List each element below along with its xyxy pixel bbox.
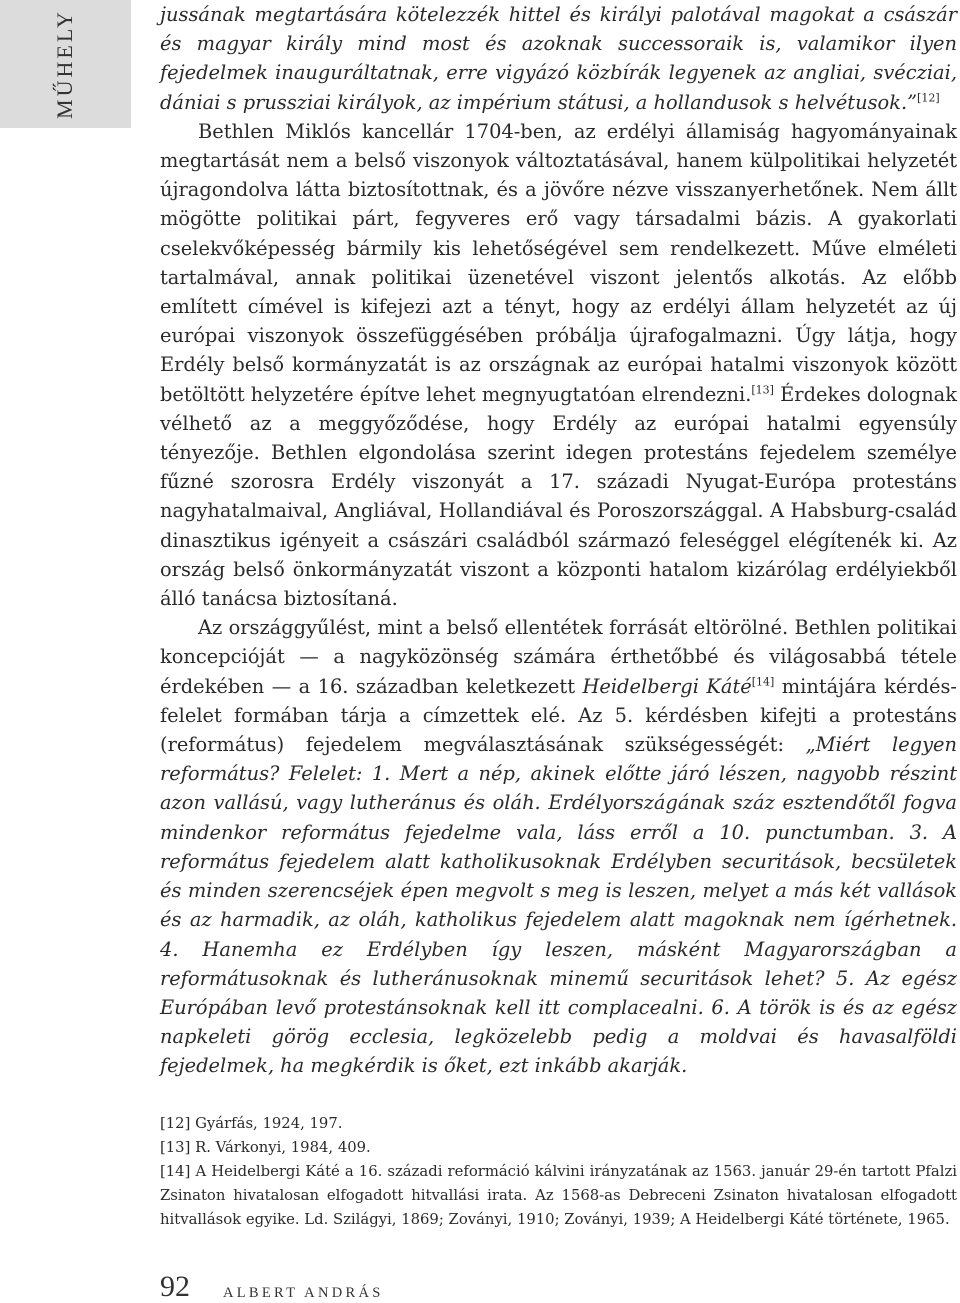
main-text bbox=[160, 0, 957, 1081]
catechism-quote: „Miért legyen református? Felelet: 1. Mert a nép, akinek előtte járó lészen, nagyobb részint azon vallású, vagy lutheránus és oláh. Erdélyországának száz esztendőtől fogva mindenkor református fejedelme vala, láss erről a 10. punctumban. 3. A református fejedelem alatt katholikusoknak Erdélyben securitások, becsületek és minden szerencséjek épen megvolt s meg is leszen, melyet a más két vallások és az harmadik, az oláh, katholikus fejedelem alatt magoknak nem ígérhetnek. 4. Hanemha ez Erdélyben így leszen, másként Magyarországban a reformátusoknak és lutheránusoknak minemű securitások lehet? 5. Az egész Európában levő protestánsoknak kell itt complacealni. 6. A török is és az egész napkeleti görög ecclesia, legközelebb pedig a moldvai és havasalföldi fejedelmek, ha megkérdik is őket, ezt inkább akarják. bbox=[160, 733, 957, 1078]
quote-continuation bbox=[160, 0, 957, 117]
page-number: 92 bbox=[160, 1270, 190, 1303]
quote-close-mark: ” bbox=[907, 90, 918, 114]
quote-text: jussának megtartására kötelezzék hittel és királyi palotával magokat a császár és magyar király mind most és azoknak successoraik is, valamikor ilyen fejedelmek inauguráltatnak, erre vigyázó közbírák legyenek az angliai, svécziai, dániai s prussziai királyok, az impérium státusi, a hollandusok s helvétusok. bbox=[160, 3, 957, 114]
footnote-ref-14[interactable]: [14] bbox=[751, 675, 775, 689]
section-tab-label: MŰHELY bbox=[52, 9, 77, 119]
work-title: Heidelbergi Káté bbox=[582, 674, 752, 698]
paragraph-1-b: Érdekes dolognak vélhető az a meggyőződése, hogy Erdély az európai hatalmi egyensúly tényezője. Bethlen elgondolása szerint idegen protestáns fejedelem személye fűzné szorosra Erdély viszonyát a 17. századi Nyugat-Európa protestáns nagyhatalmaival, Angliával, Hollandiával és Poroszországgal. A Habsburg-család dinasztikus igényeit a császári családból származó feleséggel elégítenék ki. Az ország belső önkormányzatát viszont a központi hatalom kizárólag erdélyiekből álló tanácsa biztosítaná. bbox=[160, 382, 957, 611]
footnote-14: [14] A Heidelbergi Káté a 16. századi reformáció kálvini irányzatának az 1563. január 29-én tartott Pfalzi Zsinaton hivatalosan elfogadott hitvallási irata. Az 1568-as Debreceni Zsinaton hivatalosan elfogadott hitvallások egyike. Ld. Szilágyi, 1869; Zoványi, 1910; Zoványi, 1939; A Heidelbergi Káté története, 1965. bbox=[160, 1163, 957, 1228]
footnotes bbox=[160, 1112, 957, 1232]
paragraph-1-a: Bethlen Miklós kancellár 1704-ben, az erdélyi államiság hagyományainak megtartását nem a belső viszonyok változtatásával, hanem külpolitikai helyzetét újragondolva látta biztosítottnak, és a jövőre nézve visszanyerhetőnek. Nem állt mögötte politikai párt, fegyveres erő vagy társadalmi bázis. A gyakorlati cselekvőképesség bármily kis lehetőségével sem rendelkezett. Műve elméleti tartalmával, annak politikai üzenetével viszont jelentős alkotás. Az előbb említett címével is kifejezi azt a tényt, hogy az erdélyi állam helyzetét az új európai viszonyok összefüggésében próbálja újrafogalmazni. Úgy látja, hogy Erdély belső kormányzatát is az országnak az európai hatalmi viszonyok között betöltött helyzetére építve lehet megnyugtatóan elrendezni. bbox=[160, 119, 957, 406]
footnote-13: [13] R. Várkonyi, 1984, 409. bbox=[160, 1139, 371, 1156]
section-tab bbox=[0, 0, 131, 128]
paragraph-1 bbox=[160, 117, 957, 613]
running-footer-author: ALBERT ANDRÁS bbox=[223, 1285, 384, 1301]
footnote-ref-13[interactable]: [13] bbox=[751, 383, 774, 397]
paragraph-2-b: mintájára kérdés-felelet formában tárja a címzettek elé. Az 5. kérdésben kifejti a protestáns (református) fejedelem megválasztásának szükségességét: bbox=[160, 674, 957, 757]
footnote-12: [12] Gyárfás, 1924, 197. bbox=[160, 1115, 343, 1132]
footnote-ref-12[interactable]: [12] bbox=[917, 91, 940, 105]
paragraph-2-a: Az országgyűlést, mint a belső ellentétek forrását eltörölné. Bethlen politikai koncepcióját — a nagyközönség számára érthetőbbé és világosabbá tétele érdekében — a 16. században keletkezett bbox=[160, 616, 957, 698]
paragraph-2 bbox=[160, 613, 957, 1080]
